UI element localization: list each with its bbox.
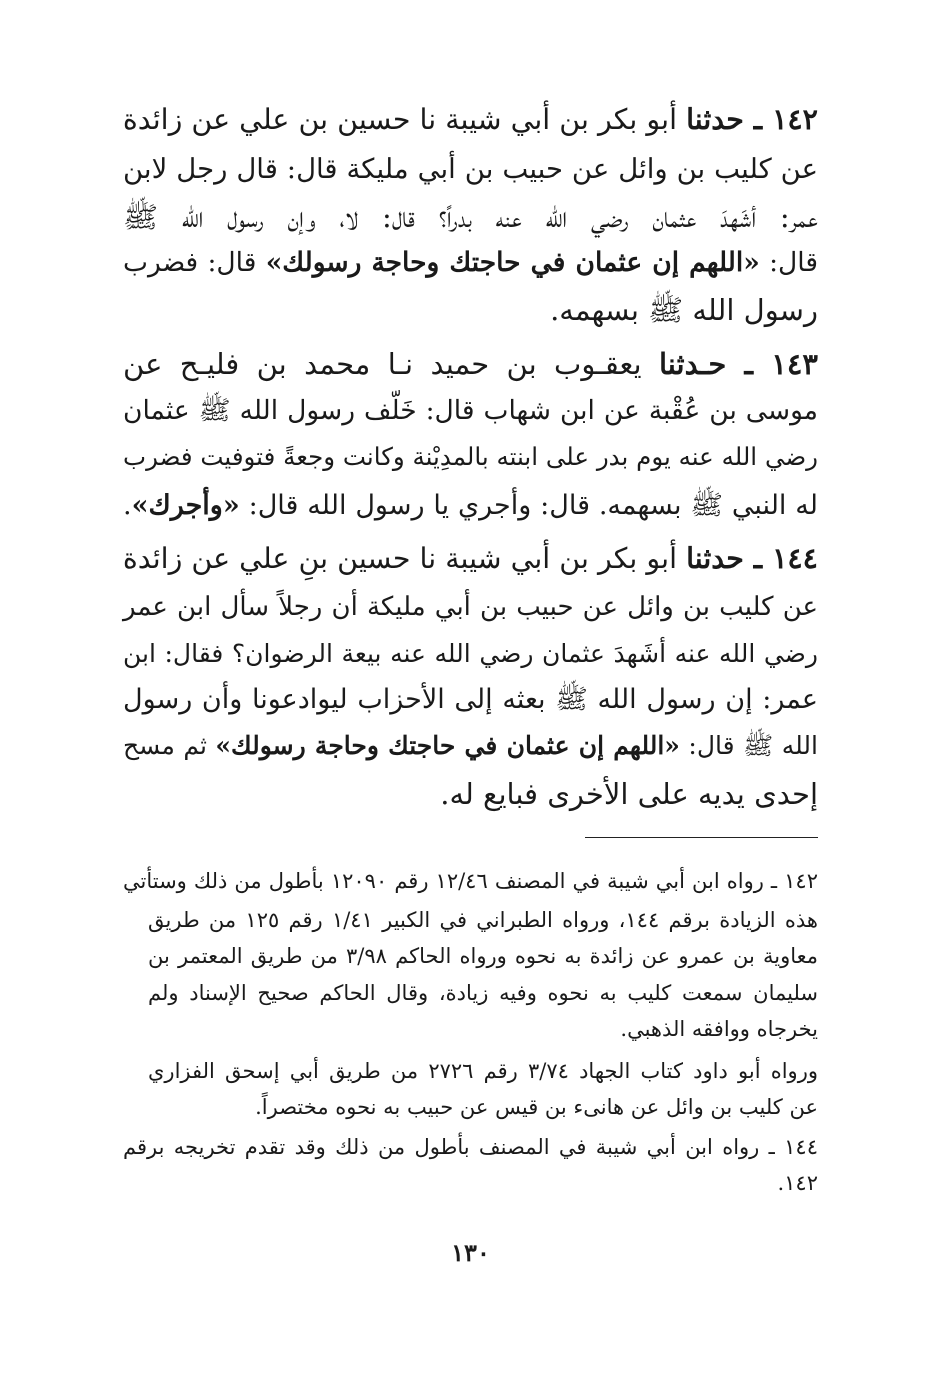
hadith-142-line-4-pre: قال: xyxy=(759,247,818,278)
hadith-144-quote: «اللهم إن عثمان في حاجتك وحاجة رسولك» xyxy=(215,731,680,760)
hadith-144-line-2: عن كليب بن وائل عن حبيب بن أبي مليكة أن رجلاً سأل ابن عمر xyxy=(123,592,818,622)
hadith-144-number: ١٤٤ ـ حدثنا xyxy=(686,541,818,575)
footnote-line-1: ١٤٢ ـ رواه ابن أبي شيبة في المصنف ١٢/٤٦ رقم ١٢٠٩٠ بأطول من ذلك وستأتي xyxy=(123,869,818,893)
hadith-142-line-2: عن كليب بن وائل عن حبيب بن أبي مليكة قال: قال رجل لابن xyxy=(123,153,818,185)
hadith-143-line-3: رضي الله عنه يوم بدر على ابنته بالمدِيْنة وكانت وجعةً فتوفيت فضرب xyxy=(123,442,818,471)
footnote-line-8: ١٤٤ ـ رواه ابن أبي شيبة في المصنف بأطول من ذلك وقد تقدم تخريجه برقم xyxy=(123,1135,818,1159)
footnote-line-3: معاوية بن عمرو عن زائدة به نحوه ورواه الحاكم ٣/٩٨ من طريق المعتمر بن xyxy=(148,944,818,968)
hadith-144-text: أبو بكر بن أبي شيبة نا حسين بنِ علي عن زائدة xyxy=(122,542,687,575)
hadith-142-line-4 xyxy=(123,247,818,278)
hadith-142-line-5: رسول الله ﷺ بسهمه. xyxy=(550,293,818,327)
hadith-143-line-4-pre: له النبي ﷺ بسهمه. قال: وأجري يا رسول الله قال: xyxy=(239,490,818,521)
hadith-144-line-4: عمر: إن رسول الله ﷺ بعثه إلى الأحزاب ليوادعونا وأن رسول xyxy=(123,684,818,715)
footnote-line-6: ورواه أبو داود كتاب الجهاد ٣/٧٤ رقم ٢٧٢٦ من طريق أبي إسحق الفزاري xyxy=(148,1059,818,1083)
hadith-143-line-2: موسى بن عُقْبة عن ابن شهاب قال: خَلّف رسول الله ﷺ عثمان xyxy=(123,395,818,426)
hadith-143-text: يعقـوب بن حميد نـا محمد بن فليـح عن xyxy=(123,347,659,381)
hadith-142-text: أبو بكر بن أبي شيبة نا حسين بن علي عن زائدة xyxy=(122,103,687,136)
footnote-separator xyxy=(585,837,818,838)
hadith-143-line-4-post: . xyxy=(123,490,132,521)
footnote-line-2: هذه الزيادة برقم ١٤٤، ورواه الطبراني في الكبير ١/٤١ رقم ١٢٥ من طريق xyxy=(148,908,818,932)
hadith-144-line-5-post: ثم مسح xyxy=(123,731,216,760)
hadith-142-quote: «اللهم إن عثمان في حاجتك وحاجة رسولك» xyxy=(265,247,760,278)
footnote-line-9: ١٤٢. xyxy=(777,1171,818,1195)
footnote-line-4: سليمان سمعت كليب به نحوه وفيه زيادة، وقال الحاكم صحيح الإسناد ولم xyxy=(148,981,818,1005)
hadith-143-line-1 xyxy=(123,347,818,381)
hadith-142-line-4-post: قال: فضرب xyxy=(123,247,266,278)
page-number: ١٣٠ xyxy=(451,1238,490,1267)
hadith-143-quote: «وأجرك» xyxy=(131,490,240,521)
hadith-142-number: ١٤٢ ـ حدثنا xyxy=(686,102,818,136)
hadith-144-line-6: إحدى يديه على الأخرى فبايع له. xyxy=(440,777,818,811)
hadith-144-line-5-pre: الله ﷺ قال: xyxy=(679,731,818,760)
footnote-line-5: يخرجاه ووافقه الذهبي. xyxy=(620,1017,818,1041)
hadith-142-line-1 xyxy=(122,102,818,136)
hadith-143-number: ١٤٣ ـ حـدثنا xyxy=(658,347,818,381)
hadith-144-line-5 xyxy=(123,733,818,758)
hadith-144-line-3: رضي الله عنه أشَهدَ عثمان رضي الله عنه بيعة الرضوان؟ فقال: ابن xyxy=(123,639,818,668)
footnote-line-7: عن كليب بن وائل عن هانىء بن قيس عن حبيب به نحوه مختصراً. xyxy=(255,1095,818,1119)
hadith-144-line-1 xyxy=(122,541,818,575)
hadith-143-line-4 xyxy=(123,492,818,519)
hadith-142-line-3: عمر: أشَهدَ عثمان رضي الله عنه بدراً؟ قال: لا، وإن رسول الله ﷺ xyxy=(123,200,818,234)
